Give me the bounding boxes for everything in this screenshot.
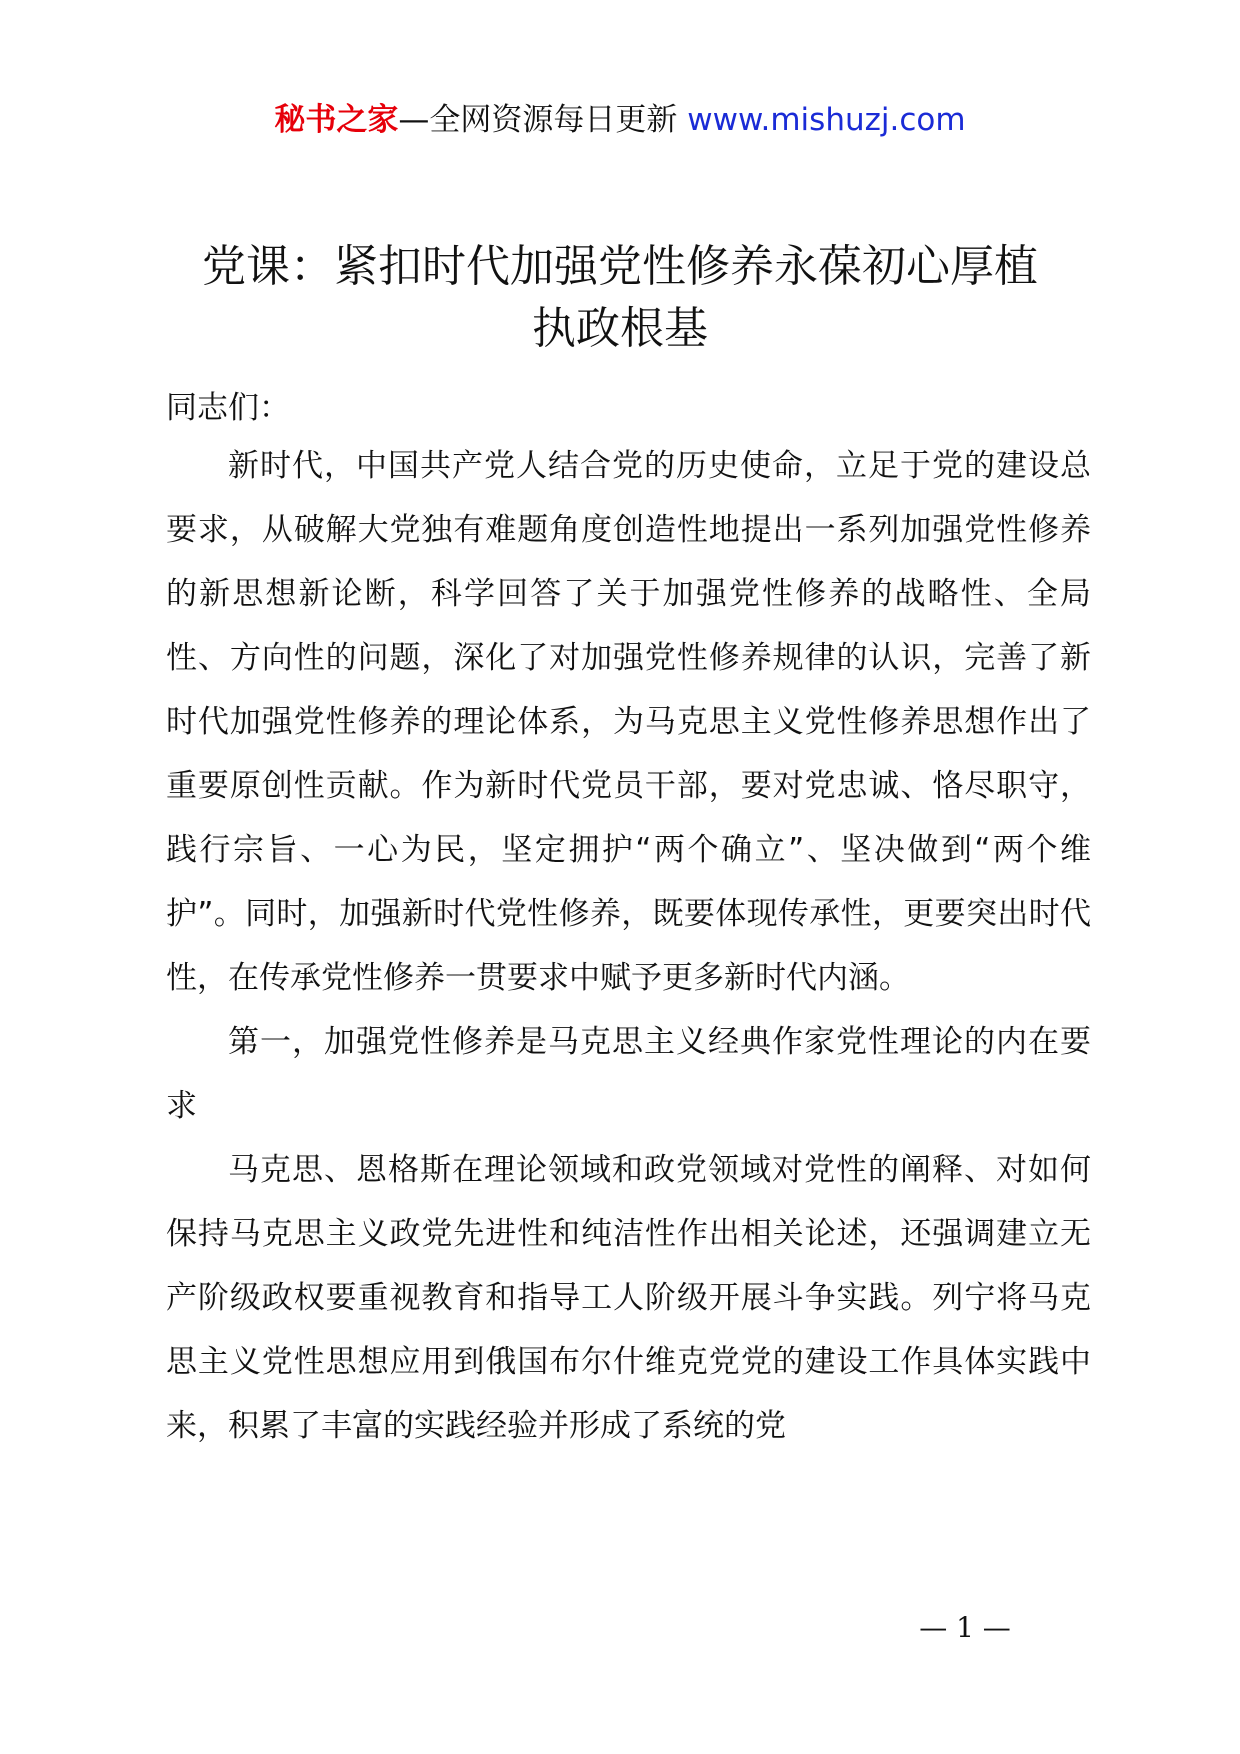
- paragraph-intro: 新时代，中国共产党人结合党的历史使命，立足于党的建设总要求，从破解大党独有难题角度创造性地提出一系列加强党性修养的新思想新论断，科学回答了关于加强党性修养的战略性、全局性、方向性的问题，深化了对加强党性修养规律的认识，完善了新时代加强党性修养的理论体系，为马克思主义党性修养思想作出了重要原创性贡献。作为新时代党员干部，要对党忠诚、恪尽职守，践行宗旨、一心为民，坚定拥护“两个确立”、坚决做到“两个维护”。同时，加强新时代党性修养，既要体现传承性，更要突出时代性，在传承党性修养一贯要求中赋予更多新时代内涵。: [166, 448, 1091, 996]
- page-number: — 1 —: [919, 1611, 1011, 1644]
- site-brand: 秘书之家: [274, 102, 399, 138]
- paragraph-marx-engels: 马克思、恩格斯在理论领域和政党领域对党性的阐释、对如何保持马克思主义政党先进性和纯洁性作出相关论述，还强调建立无产阶级政权要重视教育和指导工人阶级开展斗争实践。列宁将马克思主义党性思想应用到俄国布尔什维克党党的建设工作具体实践中来，积累了丰富的实践经验并形成了系统的党: [166, 1152, 1091, 1444]
- document-title-line-1: 党课：紧扣时代加强党性修养永葆初心厚植: [202, 241, 1038, 292]
- document-title-line-2: 执政根基: [532, 303, 708, 354]
- salutation: 同志们：: [166, 390, 290, 426]
- site-tagline: —全网资源每日更新: [398, 102, 678, 138]
- document-body: [166, 434, 1091, 1458]
- paragraph-section-heading: 第一，加强党性修养是马克思主义经典作家党性理论的内在要求: [166, 1024, 1091, 1124]
- site-header: [0, 100, 1240, 140]
- document-title: [150, 236, 1090, 360]
- site-url-link[interactable]: www.mishuzj.com: [687, 102, 966, 138]
